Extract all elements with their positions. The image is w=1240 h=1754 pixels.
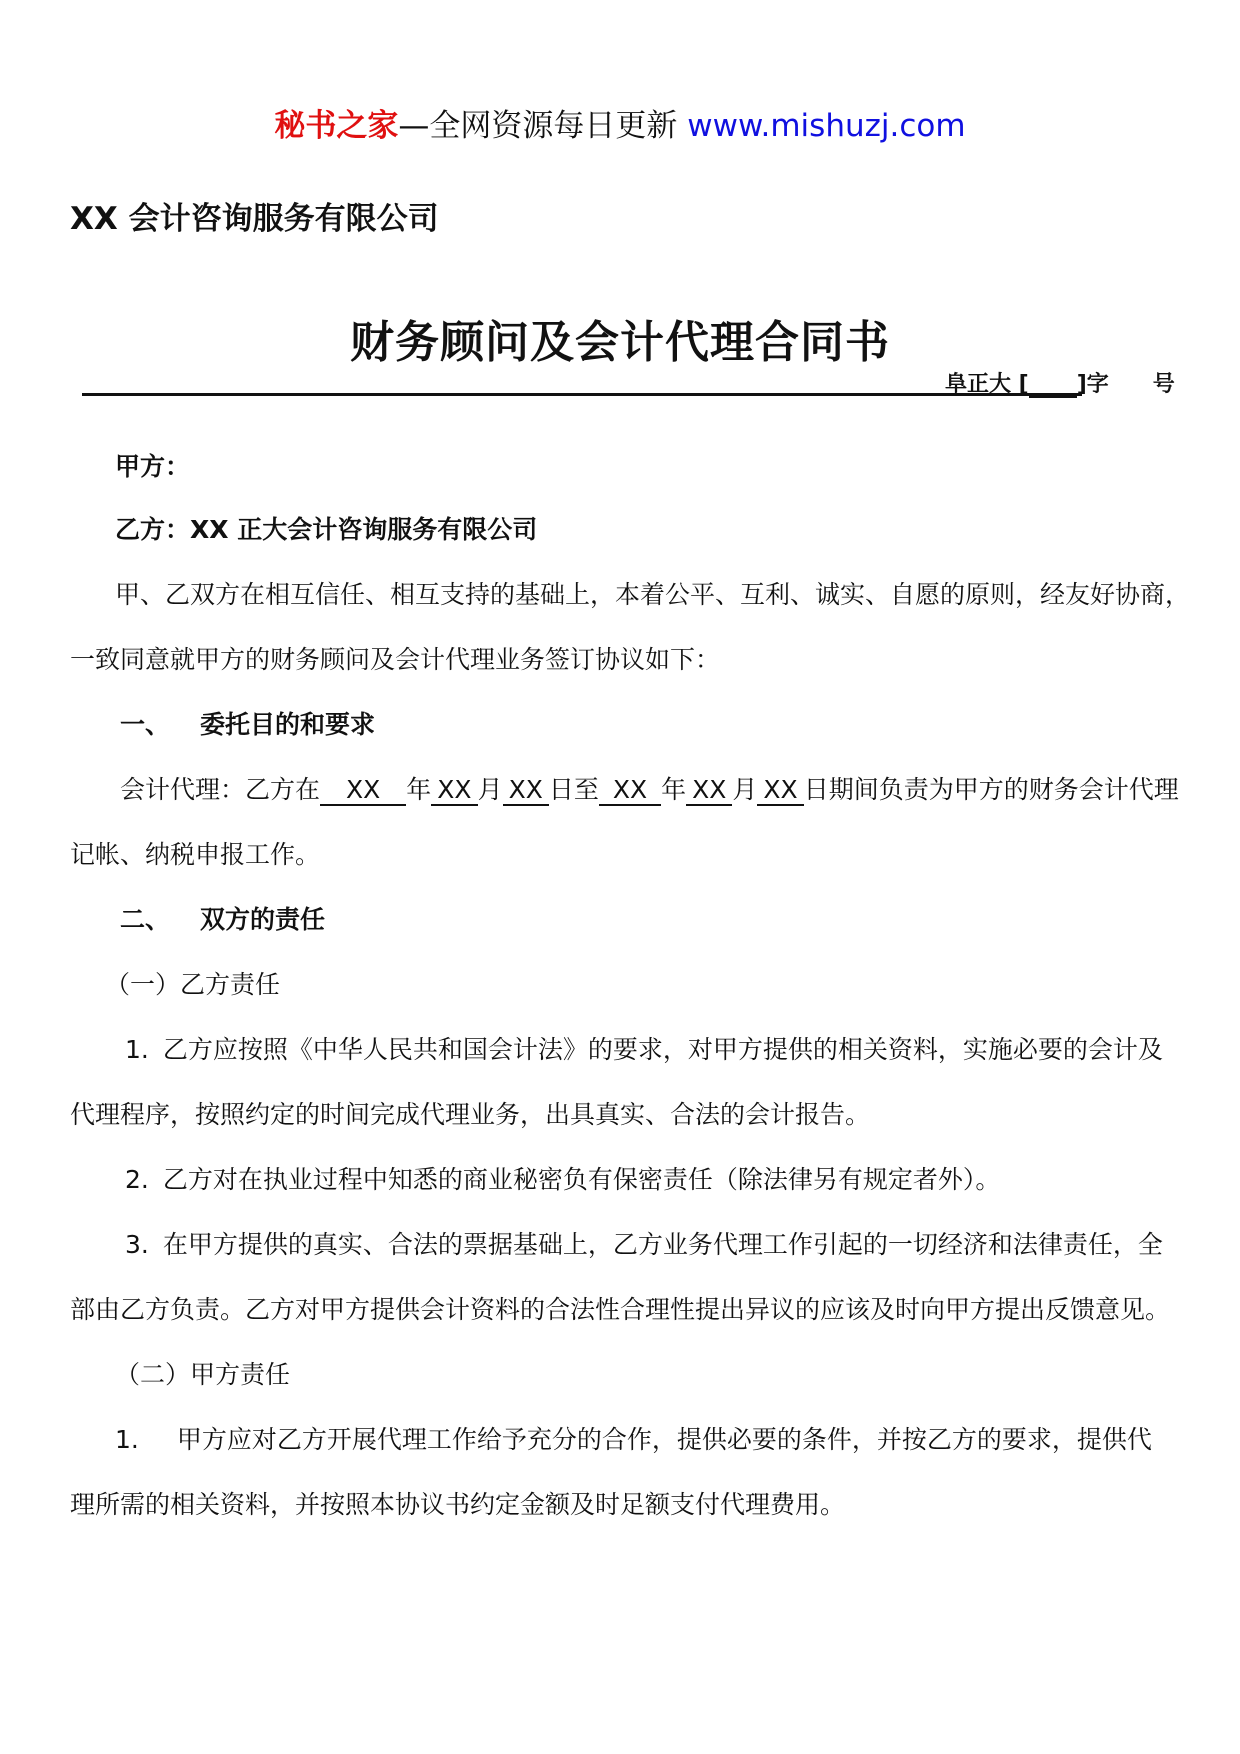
header-divider xyxy=(82,393,1082,396)
unit-month-2: 月 xyxy=(732,775,758,804)
doc-number-prefix: 阜正大 [ xyxy=(945,372,1029,397)
party-a-label: 甲方： xyxy=(115,452,191,481)
document-title: 财务顾问及会计代理合同书 xyxy=(350,317,890,368)
party-b-label: 乙方： xyxy=(115,515,191,544)
section-2-title: 双方的责任 xyxy=(200,905,326,934)
end-day-field: XX xyxy=(757,775,803,806)
item-text: 乙方应按照《中华人民共和国会计法》的要求，对甲方提供的相关资料，实施必要的会计及 xyxy=(162,1035,1163,1064)
party-b xyxy=(115,510,537,546)
end-month-field: XX xyxy=(686,775,732,806)
intro-line-1: 甲、乙双方在相互信任、相互支持的基础上，本着公平、互利、诚实、自愿的原则，经友好协商， xyxy=(115,580,1191,609)
section-1-number: 一、 xyxy=(120,710,171,739)
agency-lead-text: 会计代理：乙方在 xyxy=(120,775,321,804)
section-1-title: 委托目的和要求 xyxy=(200,710,376,739)
party-b-item-3 xyxy=(125,1225,1163,1261)
unit-month: 月 xyxy=(477,775,503,804)
section-1-paragraph-line-2: 记帐、纳税申报工作。 xyxy=(70,840,321,869)
item-text: 乙方对在执业过程中知悉的商业秘密负有保密责任（除法律另有规定者外）。 xyxy=(162,1165,1001,1194)
intro-line-2: 一致同意就甲方的财务顾问及会计代理业务签订协议如下： xyxy=(70,645,721,674)
unit-day-to: 日至 xyxy=(548,775,599,804)
doc-number-hao: 号 xyxy=(1152,372,1175,397)
section-2-heading xyxy=(120,900,325,936)
party-a-item-1-line-2: 理所需的相关资料，并按照本协议书约定金额及时足额支付代理费用。 xyxy=(70,1490,846,1519)
start-year-field: XX xyxy=(320,775,406,806)
section-1-heading xyxy=(120,705,375,741)
item-text: 甲方应对乙方开展代理工作给予充分的合作，提供必要的条件，并按乙方的要求，提供代 xyxy=(176,1425,1152,1454)
subsection-party-a: （二）甲方责任 xyxy=(115,1360,291,1389)
start-month-field: XX xyxy=(431,775,477,806)
banner-site-name: 秘书之家 xyxy=(274,108,399,144)
company-header: XX 会计咨询服务有限公司 xyxy=(70,201,439,237)
banner-url-link[interactable]: www.mishuzj.com xyxy=(687,108,966,144)
item-number: 3. xyxy=(125,1230,149,1259)
agency-tail-text: 日期间负责为甲方的财务会计代理 xyxy=(803,775,1179,804)
party-b-item-3-line-2: 部由乙方负责。乙方对甲方提供会计资料的合法性合理性提出异议的应该及时向甲方提出反馈意见。 xyxy=(70,1295,1171,1324)
party-b-item-2 xyxy=(125,1160,1000,1196)
banner-slogan: —全网资源每日更新 xyxy=(398,108,688,144)
start-day-field: XX xyxy=(503,775,549,806)
party-b-item-1-line-2: 代理程序，按照约定的时间完成代理业务，出具真实、合法的会计报告。 xyxy=(70,1100,871,1129)
party-b-name: XX 正大会计咨询服务有限公司 xyxy=(190,515,538,544)
subsection-party-b: （一）乙方责任 xyxy=(105,970,281,999)
end-year-field: XX xyxy=(599,775,661,806)
section-2-number: 二、 xyxy=(120,905,171,934)
party-a-item-1 xyxy=(115,1420,1152,1456)
unit-year: 年 xyxy=(406,775,432,804)
item-number: 2. xyxy=(125,1165,149,1194)
item-text: 在甲方提供的真实、合法的票据基础上，乙方业务代理工作引起的一切经济和法律责任，全 xyxy=(162,1230,1163,1259)
site-banner xyxy=(0,100,1240,145)
section-1-paragraph xyxy=(120,770,1179,806)
item-number: 1. xyxy=(115,1425,139,1454)
unit-year-2: 年 xyxy=(661,775,687,804)
item-number: 1. xyxy=(125,1035,149,1064)
party-b-item-1 xyxy=(125,1030,1163,1066)
doc-number-suffix: ]字 xyxy=(1076,372,1109,397)
